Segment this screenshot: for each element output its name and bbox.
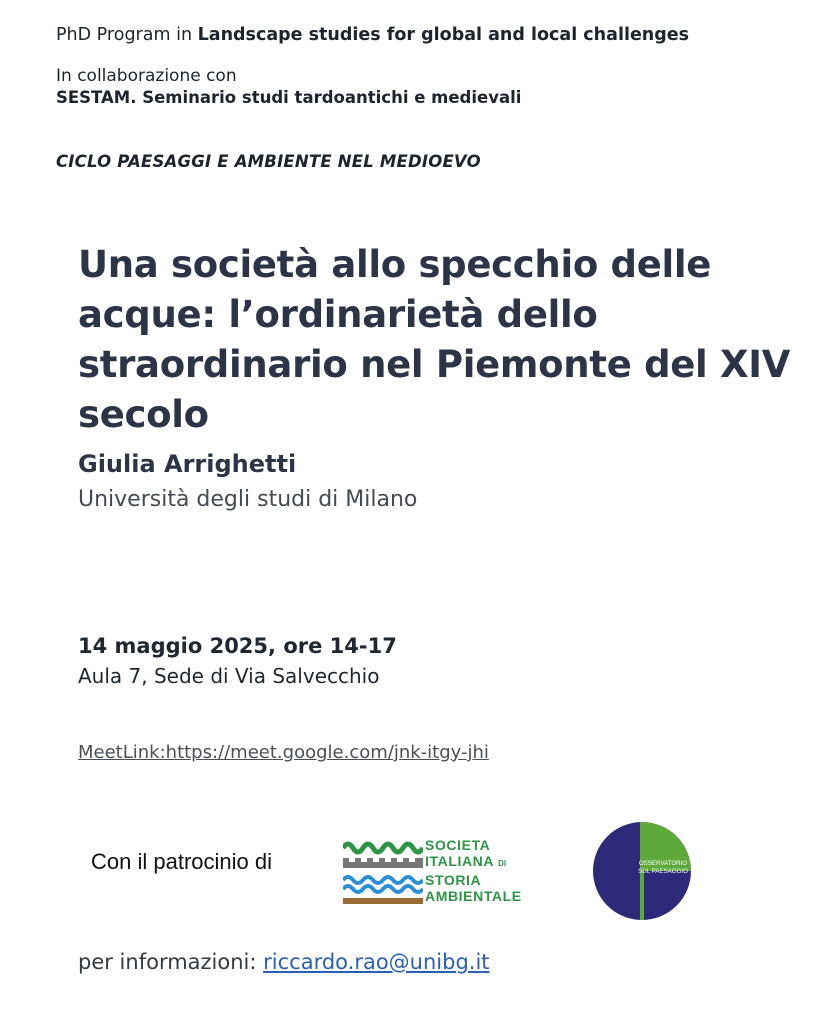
sisa-logo-text [425, 837, 522, 904]
patronage-label: Con il patrocinio di [91, 849, 272, 874]
svg-text:SUL PAESAGGIO: SUL PAESAGGIO [638, 868, 688, 875]
talk-title-line: secolo [78, 393, 209, 436]
sisa-line: ITALIANA DI [425, 853, 507, 869]
speaker-name: Giulia Arrighetti [78, 450, 297, 478]
contact-email-link[interactable]: riccardo.rao@unibg.it [263, 950, 490, 974]
sisa-line: STORIA [425, 872, 482, 888]
svg-text:OSSERVATORIO: OSSERVATORIO [638, 860, 688, 867]
program-line [56, 25, 689, 45]
osservatorio-logo-icon [593, 822, 691, 920]
program-prefix: PhD Program in [56, 25, 198, 45]
speaker-affiliation: Università degli studi di Milano [78, 487, 418, 512]
series-title: CICLO PAESAGGI E AMBIENTE NEL MEDIOEVO [56, 152, 481, 171]
info-line [78, 950, 490, 974]
osservatorio-logo [593, 822, 691, 920]
sisa-line: AMBIENTALE [425, 888, 522, 904]
event-place: Aula 7, Sede di Via Salvecchio [78, 664, 380, 688]
talk-title-line: Una società allo specchio delle [78, 243, 712, 286]
talk-title-line: acque: l’ordinarietà dello [78, 293, 598, 336]
sisa-logo [343, 836, 543, 908]
talk-title [78, 240, 798, 440]
event-date: 14 maggio 2025, ore 14-17 [78, 634, 397, 658]
sisa-logo-icon [343, 836, 423, 908]
collaboration-name: SESTAM. Seminario studi tardoantichi e medievali [56, 88, 522, 107]
meet-link[interactable]: MeetLink:https://meet.google.com/jnk-itgy-jhi [78, 742, 489, 763]
info-label: per informazioni: [78, 950, 264, 974]
collaboration-intro: In collaborazione con [56, 66, 237, 86]
talk-title-line: straordinario nel Piemonte del XIV [78, 343, 791, 386]
sisa-line: SOCIETA [425, 837, 491, 853]
program-name: Landscape studies for global and local challenges [197, 25, 690, 45]
